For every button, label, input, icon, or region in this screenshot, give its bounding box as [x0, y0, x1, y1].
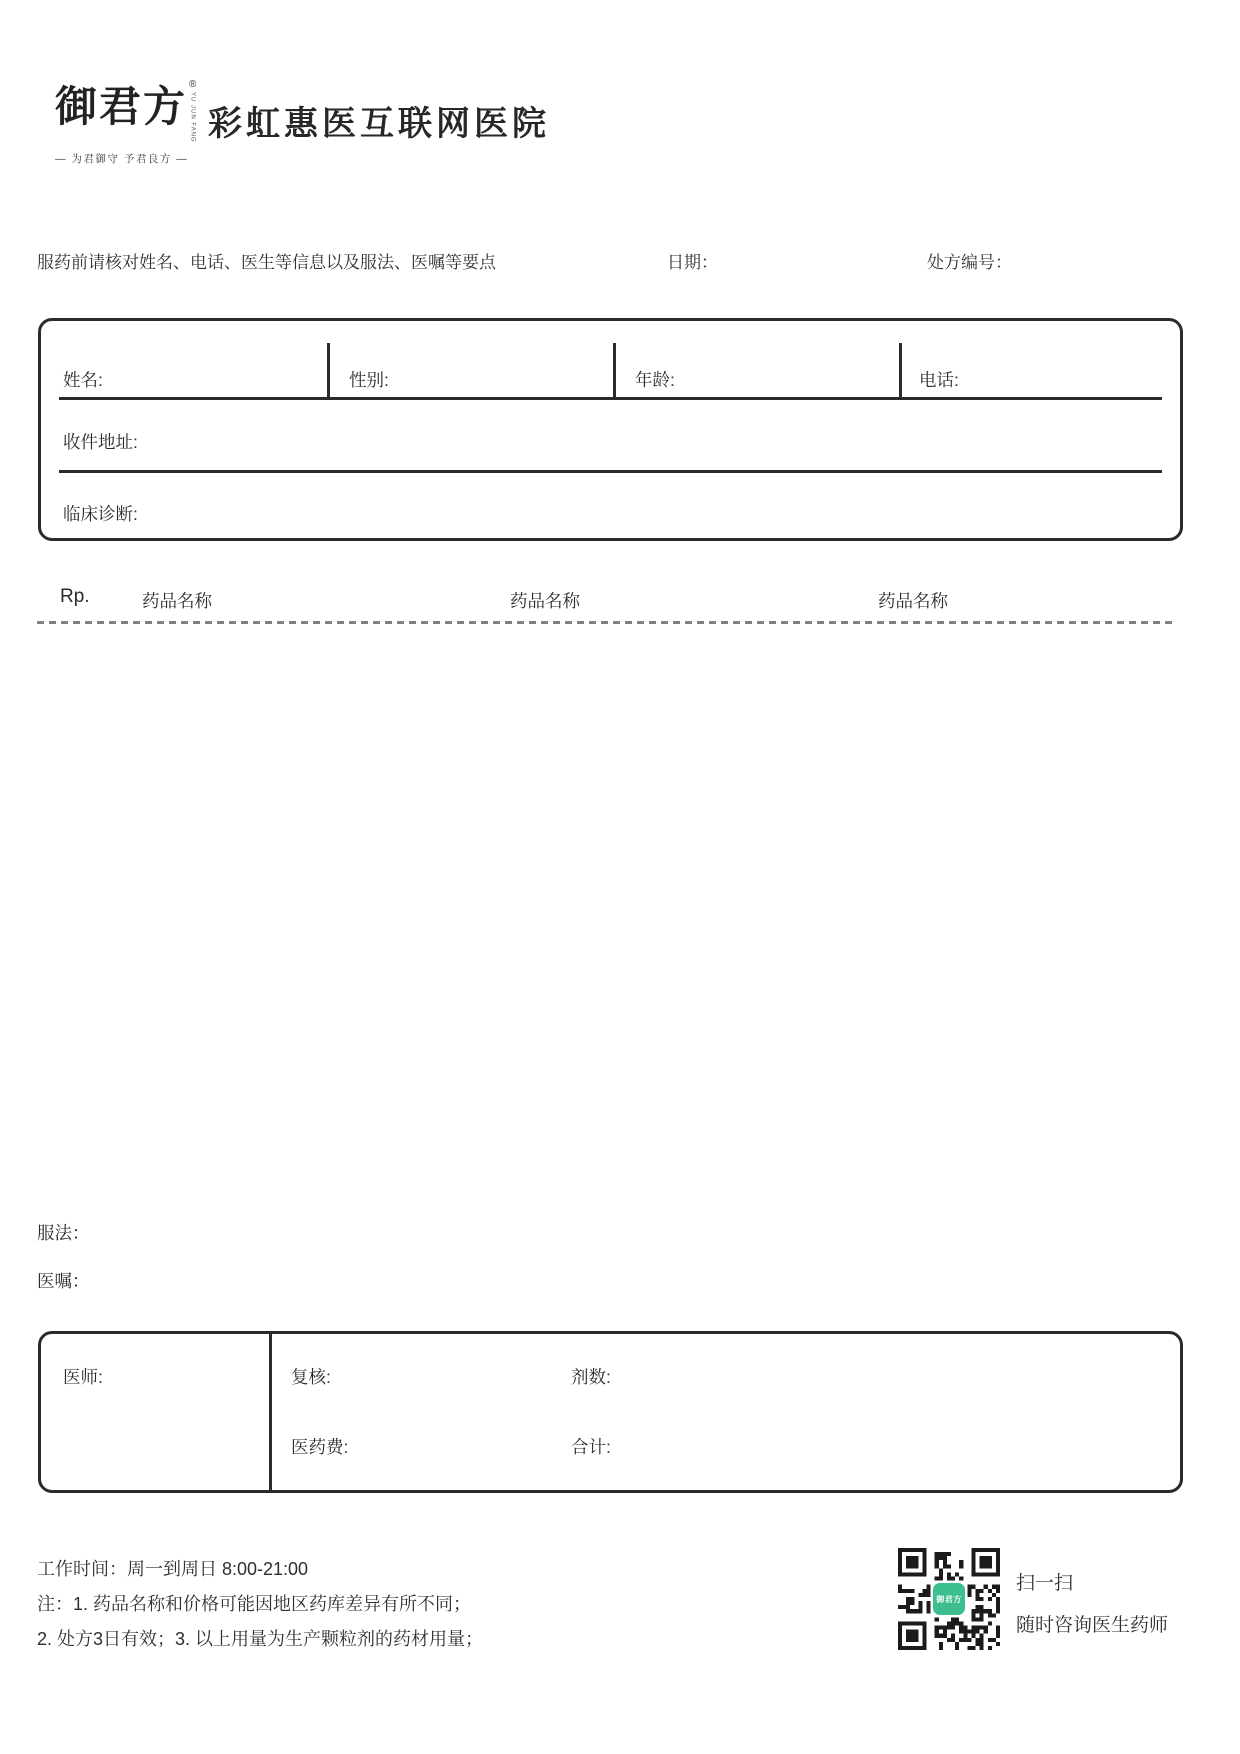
date-label: 日期：: [667, 253, 718, 272]
patient-gender-label: 性别:: [349, 370, 389, 390]
column-divider: [613, 343, 616, 397]
dashed-divider: [37, 621, 1177, 624]
column-divider: [899, 343, 902, 397]
doctor-label: 医师:: [63, 1367, 103, 1387]
signoff-box: [38, 1331, 1183, 1493]
doses-count-label: 剂数:: [571, 1367, 611, 1387]
row-divider: [59, 470, 1162, 473]
footer-note: 注：1. 药品名称和价格可能因地区药库差异有所不同；: [37, 1594, 472, 1614]
qr-center-logo: 御君方: [933, 1583, 965, 1615]
brand-logo-romanized: YU JUN FANG: [189, 92, 196, 143]
registered-trademark-icon: ®: [189, 79, 197, 90]
dosage-method-label: 服法：: [37, 1223, 90, 1243]
review-label: 复核:: [291, 1367, 331, 1387]
drug-name-column-header: 药品名称: [142, 591, 212, 611]
scan-prompt-title: 扫一扫: [1016, 1573, 1074, 1594]
patient-phone-label: 电话:: [919, 370, 959, 390]
column-divider: [327, 343, 330, 397]
hospital-name: 彩虹惠医互联网医院: [208, 105, 550, 143]
medical-fee-label: 医药费:: [291, 1437, 349, 1457]
total-label: 合计:: [571, 1437, 611, 1457]
clinical-diagnosis-label: 临床诊断:: [63, 504, 138, 524]
shipping-address-label: 收件地址:: [63, 432, 138, 452]
drug-name-column-header: 药品名称: [878, 591, 948, 611]
patient-age-label: 年龄:: [635, 370, 675, 390]
qr-code: [898, 1548, 1000, 1650]
patient-name-label: 姓名:: [63, 370, 103, 390]
verification-notice: 服药前请核对姓名、电话、医生等信息以及服法、医嘱等要点: [37, 253, 496, 272]
column-divider: [269, 1334, 272, 1490]
doctor-advice-label: 医嘱：: [37, 1271, 90, 1291]
work-hours: 工作时间：周一到周日 8:00-21:00: [37, 1559, 309, 1579]
row-divider: [59, 397, 1162, 400]
prescription-number-label: 处方编号：: [927, 253, 1012, 272]
footer-note: 2. 处方3日有效；3. 以上用量为生产颗粒剂的药材用量；: [37, 1629, 484, 1649]
brand-tagline: — 为君御守 予君良方 —: [55, 152, 189, 165]
patient-info-box: [38, 318, 1183, 541]
rp-label: Rp.: [60, 586, 90, 607]
scan-prompt-subtitle: 随时咨询医生药师: [1016, 1615, 1169, 1636]
brand-logo: [55, 79, 215, 166]
brand-logo-text: 御君方: [55, 82, 188, 131]
drug-name-column-header: 药品名称: [510, 591, 580, 611]
